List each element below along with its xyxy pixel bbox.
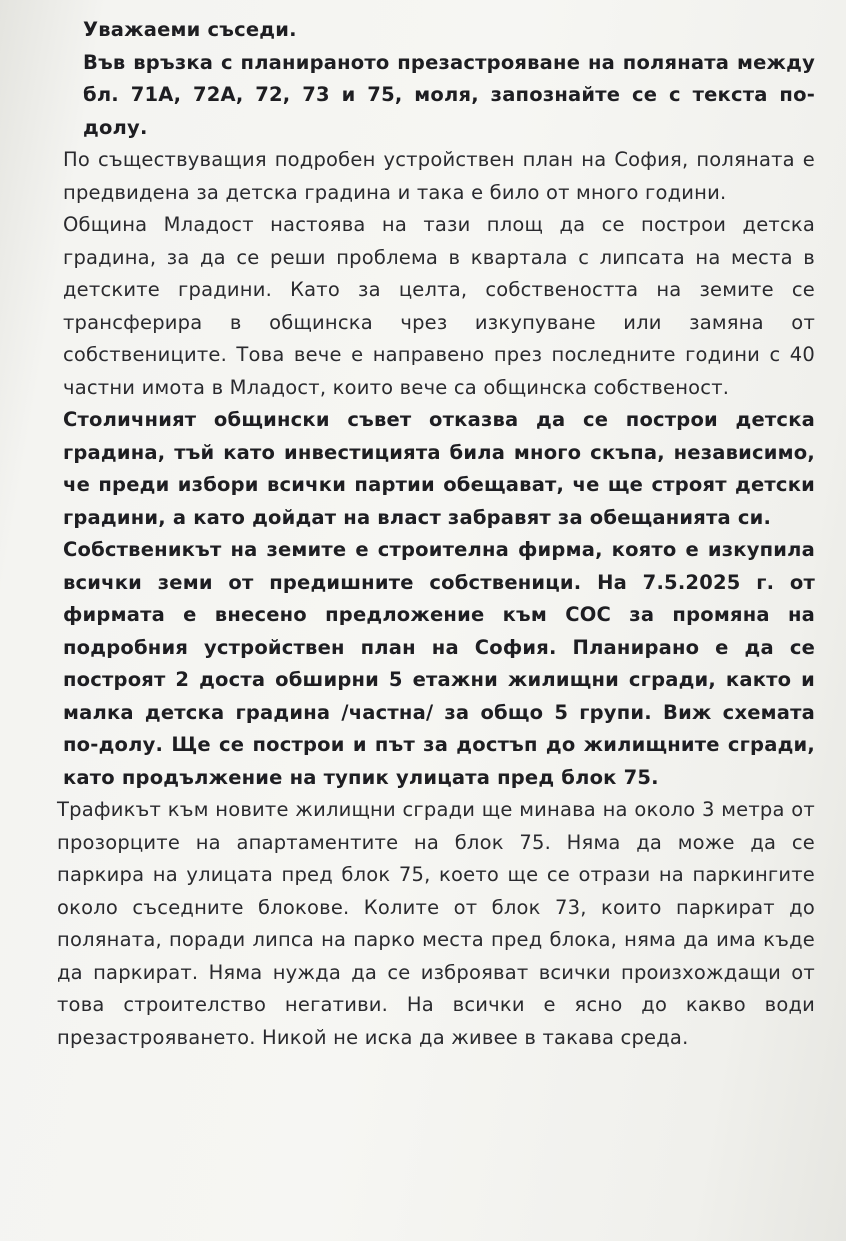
paragraph-traffic: Трафикът към новите жилищни сгради ще минава на около 3 метра от прозорците на апартаментите на блок 75. Няма да може да се паркира на улицата пред блок 75, което ще се отрази на паркингите около съседните блокове. Колите от блок 73, които паркират до поляната, поради липса на парко места пред блока, няма да има къде да паркират. Няма нужда да се изброяват всички произхождащи от това строителство негативи. На всички е ясно до какво води презастрояването. Никой не иска да живее в такава среда. <box>57 798 815 1049</box>
paragraph-plan: По съществуващия подробен устройствен план на София, поляната е предвидена за детска градина и така е било от много години. <box>63 148 815 204</box>
letter-body <box>57 14 815 1054</box>
paragraph-municipality: Община Младост настоява на тази площ да се построи детска градина, за да се реши проблема в квартала с липсата на места в детските градини. Като за целта, собствеността на земите се трансферира в общинска чрез изкупуване или замяна от собствениците. Това вече е направено през последните години с 40 частни имота в Младост, които вече са общинска собственост. <box>63 213 815 399</box>
paragraph-council: Столичният общински съвет отказва да се построи детска градина, тъй като инвестицията била много скъпа, независимо, че преди избори всички партии обещават, че ще строят детски градини, а като дойдат на власт забравят за обещанията си. <box>63 408 815 529</box>
greeting-line: Уважаеми съседи. <box>83 18 297 41</box>
paragraph-owner: Собственикът на земите е строителна фирма, която е изкупила всички земи от предишните собственици. На 7.5.2025 г. от фирмата е внесено предложение към СОС за промяна на подробния устройствен план на София. Планирано е да се построят 2 доста обширни 5 етажни жилищни сгради, както и малка детска градина /частна/ за общо 5 групи. Виж схемата по-долу. Ще се построи и път за достъп до жилищните сгради, като продължение на тупик улицата пред блок 75. <box>63 538 815 789</box>
intro-paragraph: Във връзка с планираното презастрояване на поляната между бл. 71А, 72А, 72, 73 и 75, моля, запознайте се с текста по-долу. <box>83 50 815 139</box>
